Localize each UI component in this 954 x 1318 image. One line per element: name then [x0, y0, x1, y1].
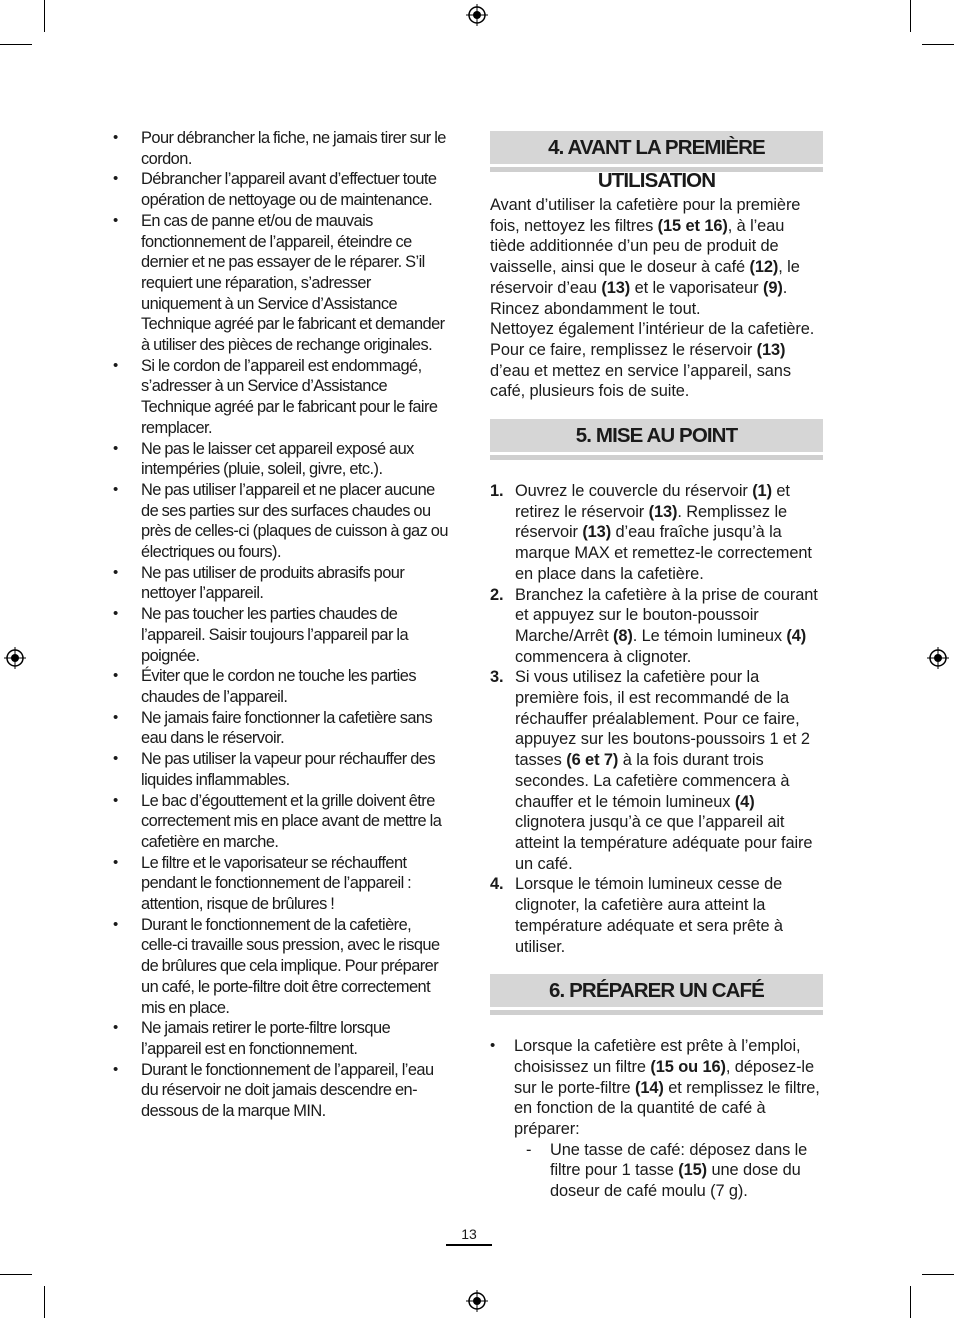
- safety-instructions-list: [113, 128, 448, 1122]
- registration-mark-icon: [466, 4, 488, 26]
- sub-list-item: - Une tasse de café: déposez dans le filtre pour 1 tasse (15) une dose du doseur de café moulu (7 g).: [526, 1140, 808, 1201]
- list-item: • Débrancher l’appareil avant d’effectuer toute opération de nettoyage ou de maintenance.: [113, 170, 437, 210]
- bullet-icon: •: [113, 170, 118, 188]
- list-item: • Le filtre et le vaporisateur se réchauffent pendant le fonctionnement de l’appareil : attention, risque de brûlures !: [113, 853, 412, 914]
- bullet-icon: •: [113, 667, 118, 685]
- bullet-icon: •: [113, 791, 118, 809]
- right-column: [490, 131, 823, 1202]
- section-divider: [490, 455, 823, 460]
- list-item: • Éviter que le cordon ne touche les parties chaudes de l’appareil.: [113, 667, 416, 706]
- page-number: 13: [446, 1226, 492, 1246]
- bullet-icon: •: [113, 1060, 118, 1078]
- bullet-icon: •: [113, 605, 118, 623]
- list-item: • En cas de panne et/ou de mauvais fonctionnement de l’appareil, éteindre ce dernier et ne pas essayer de le réparer. S’il requiert une réparation, s’adresser uniquement à un Service d’Assistance Technique agréé par le fabricant et demander à utiliser des pièces de rechange originales.: [113, 211, 445, 355]
- list-item: • Le bac d’égouttement et la grille doivent être correctement mis en place avant de mettre la cafetière en marche.: [113, 791, 442, 851]
- section-heading-first-use: 4. AVANT LA PREMIÈRE UTILISATION: [490, 131, 823, 164]
- bullet-icon: •: [490, 1037, 496, 1055]
- list-item: • Ne pas utiliser la vapeur pour réchauffer des liquides inflammables.: [113, 750, 435, 789]
- list-item: • Ne jamais retirer le porte-filtre lorsque l’appareil est en fonctionnement.: [113, 1019, 391, 1058]
- bullet-icon: •: [113, 1019, 118, 1037]
- list-item: • Ne pas le laisser cet appareil exposé aux intempéries (pluie, soleil, givre, etc.).: [113, 439, 414, 479]
- section-divider: [490, 1010, 823, 1015]
- bullet-icon: •: [113, 853, 118, 871]
- bullet-icon: •: [113, 750, 118, 768]
- setup-steps-list: [490, 481, 823, 957]
- bullet-icon: •: [113, 129, 118, 146]
- list-item: • Ne pas utiliser l’appareil et ne placer aucune de ses parties sur des surfaces chaudes ou près de celles-ci (plaques de cuisson à gaz ou électriques ou fours).: [113, 480, 448, 562]
- bullet-icon: •: [113, 480, 118, 498]
- list-item: • Durant le fonctionnement de la cafetière, celle-ci travaille sous pression, avec le risque de brûlures que cela implique. Pour préparer un café, le porte-filtre doit être correctement mis en place.: [113, 915, 440, 1017]
- list-item: • Pour débrancher la fiche, ne jamais tirer sur le cordon.: [113, 129, 446, 168]
- dash-marker: -: [526, 1140, 532, 1159]
- crop-mark: [922, 44, 954, 45]
- first-use-paragraph: Avant d’utiliser la cafetière pour la première fois, nettoyez les filtres (15 et 16), à l’eau tiède additionnée d’un peu de produit de vaisselle, ainsi que le doseur à café (12), le réservoir d’eau (13) et le vaporisateur (9). Rincez abondamment le tout.: [490, 196, 801, 318]
- bullet-icon: •: [113, 563, 118, 581]
- section-heading-prepare-coffee: 6. PRÉPARER UN CAFÉ: [490, 974, 823, 1007]
- list-item: • Ne pas utiliser de produits abrasifs pour nettoyer l’appareil.: [113, 563, 405, 603]
- list-item: 2. Branchez la cafetière à la prise de courant et appuyez sur le bouton-poussoir Marche/Arrêt (8). Le témoin lumineux (4) commencera à clignoter.: [490, 585, 818, 666]
- registration-mark-icon: [927, 647, 949, 669]
- section-heading-setup: 5. MISE AU POINT: [490, 419, 823, 452]
- crop-mark: [44, 1286, 45, 1318]
- crop-mark: [922, 1274, 954, 1275]
- bullet-icon: •: [113, 211, 118, 229]
- registration-mark-icon: [4, 647, 26, 669]
- list-item: 1. Ouvrez le couvercle du réservoir (1) et retirez le réservoir (13). Remplissez le réservoir (13) d’eau fraîche jusqu’à la marque MAX et remettez-le correctement en place dans la cafetière.: [490, 482, 812, 583]
- registration-mark-icon: [466, 1290, 488, 1312]
- bullet-icon: •: [113, 439, 118, 457]
- list-item: • Ne pas toucher les parties chaudes de l’appareil. Saisir toujours l’appareil par la poignée.: [113, 605, 409, 665]
- list-item: • Durant le fonctionnement de l’appareil, l’eau du réservoir ne doit jamais descendre en-dessous de la marque MIN.: [113, 1060, 434, 1121]
- prepare-coffee-list: [490, 1036, 823, 1202]
- first-use-paragraph: Nettoyez également l’intérieur de la cafetière. Pour ce faire, remplissez le réservoir (13) d’eau et mettez en service l’appareil, sans café, plusieurs fois de suite.: [490, 320, 815, 401]
- crop-mark: [910, 1286, 911, 1318]
- crop-mark: [910, 0, 911, 32]
- crop-mark: [0, 44, 32, 45]
- list-item: • Si le cordon de l’appareil est endommagé, s’adresser à un Service d’Assistance Technique agréé par le fabricant pour le faire remplacer.: [113, 356, 438, 437]
- crop-mark: [0, 1274, 32, 1275]
- crop-mark: [44, 0, 45, 32]
- bullet-icon: •: [113, 708, 118, 726]
- list-item: 3. Si vous utilisez la cafetière pour la première fois, il est recommandé de la réchauffer préalablement. Pour ce faire, appuyez sur les boutons-poussoirs 1 et 2 tasses (6 et 7) à la fois durant trois secondes. La cafetière commencera à chauffer et le témoin lumineux (4) clignotera jusqu’à ce que l’appareil ait atteint la température adéquate pour faire un café.: [490, 668, 813, 873]
- bullet-icon: •: [113, 356, 118, 374]
- bullet-icon: •: [113, 915, 118, 933]
- list-item: 4. Lorsque le témoin lumineux cesse de clignoter, la cafetière aura atteint la température adéquate et sera prête à utiliser.: [490, 875, 783, 956]
- list-item: • Lorsque la cafetière est prête à l’emploi, choisissez un filtre (15 ou 16), déposez-le sur le porte-filtre (14) et remplissez le filtre, en fonction de la quantité de café à préparer:: [490, 1037, 820, 1139]
- list-item: • Ne jamais faire fonctionner la cafetière sans eau dans le réservoir.: [113, 708, 433, 748]
